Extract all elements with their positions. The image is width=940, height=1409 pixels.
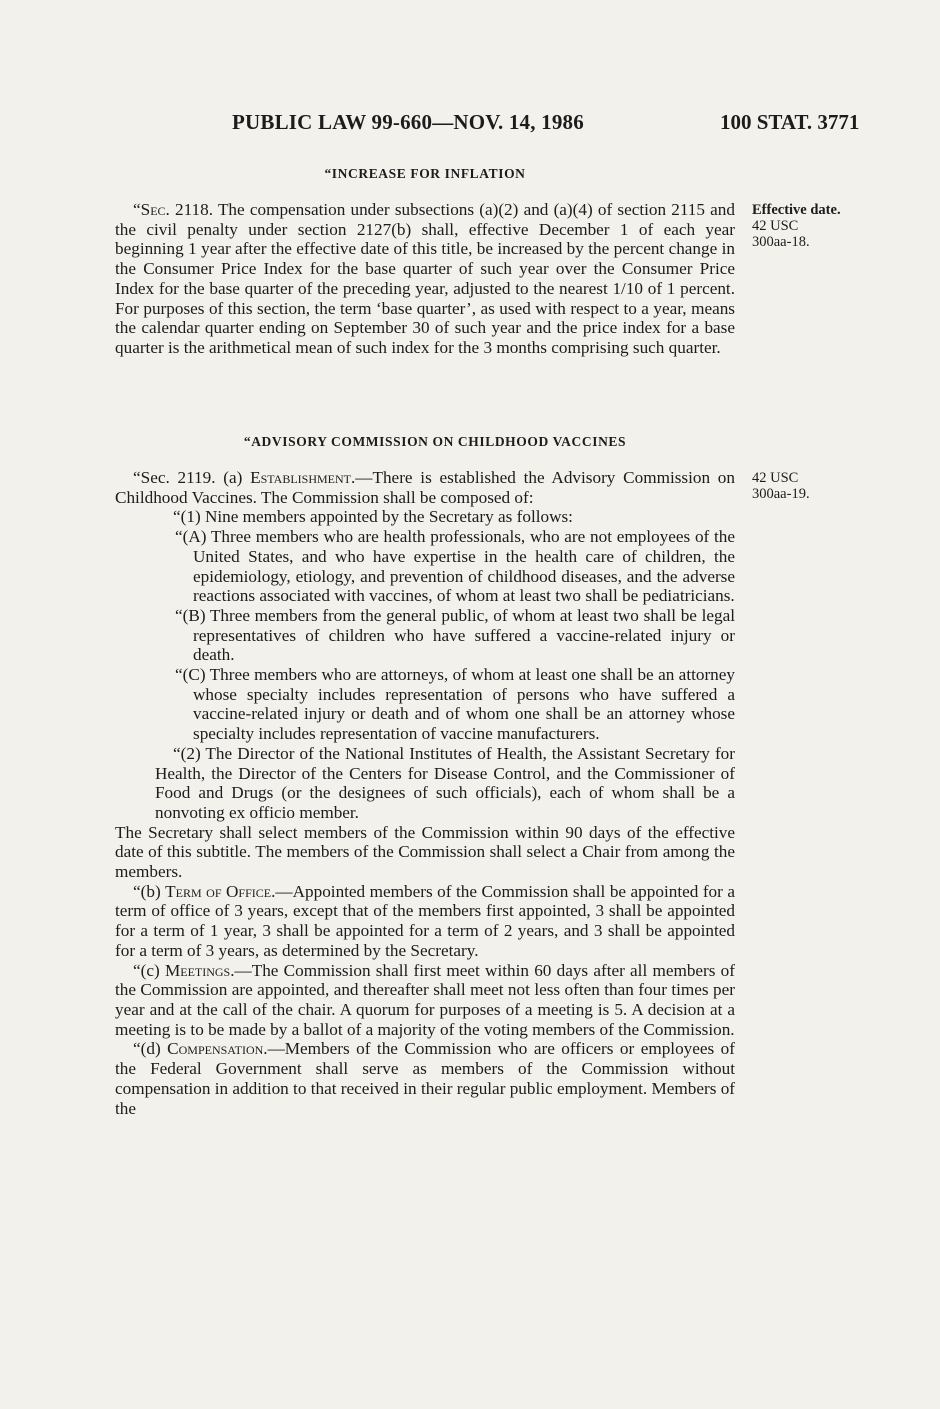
- subsection-a-body: —There is established the Advisory Commission on Childhood Vaccines. The Commission shall be composed of:: [115, 468, 735, 507]
- subparagraph-c: “(C) Three members who are attorneys, of whom at least one shall be an attorney whose specialty includes representation of persons who have suffered a vaccine-related injury or death and of whom one shall be an attorney whose specialty includes representation of vaccine manufacturers.: [175, 665, 735, 744]
- margin-note-usc: 42 USC: [752, 218, 799, 234]
- section-2118-heading: “INCREASE FOR INFLATION: [324, 166, 526, 181]
- section-2119-heading: “ADVISORY COMMISSION ON CHILDHOOD VACCINES: [243, 434, 627, 449]
- subsection-c-body: —The Commission shall first meet within 60 days after all members of the Commission are appointed, and thereafter shall meet not less often than four times per year and at the call of the chair. A quorum for purposes of a meeting is 5. A decision at a meeting is to be made by a ballot of a majority of the voting members of the Commission.: [115, 960, 736, 1039]
- subparagraph-a: “(A) Three members who are health professionals, who are not employees of the United States, and who have expertise in the health care of children, the epidemiology, etiology, and prevention of childhood diseases, and the adverse reactions associated with vaccines, of whom at least two shall be pediatricians.: [175, 527, 735, 606]
- subsection-d-title: Compensation.: [167, 1039, 268, 1059]
- subsection-b-label: “(b): [133, 881, 161, 901]
- section-2118-body: The compensation under subsections (a)(2) and (a)(4) of section 2115 and the civil penalty under section 2127(b) shall, effective December 1 of each year beginning 1 year after the effective date of this title, be increased by the percent change in the Consumer Price Index for the base quarter of such year over the Consumer Price Index for the base quarter of the preceding year, adjusted to the nearest 1/10 of 1 percent. For purposes of this section, the term ‘base quarter’, as used with respect to a year, means the calendar quarter ending on September 30 of such year and the price index for a base quarter is the arithmetical mean of such index for the 3 months comprising such quarter.: [115, 200, 735, 357]
- selection-paragraph: The Secretary shall select members of the Commission within 90 days of the effective date of this subtitle. The members of the Commission shall select a Chair from among the members.: [115, 822, 735, 882]
- subsection-b: [115, 882, 735, 961]
- margin-note-section-2119: 300aa-19.: [752, 486, 810, 502]
- running-header-title: PUBLIC LAW 99-660—NOV. 14, 1986: [232, 110, 584, 134]
- subsection-a-title: Establishment.: [250, 468, 356, 487]
- margin-note-2118: [752, 202, 841, 250]
- running-header-page: 100 STAT. 3771: [720, 110, 860, 134]
- section-2118-paragraph: [115, 200, 735, 358]
- section-2118-label: “Sec. 2118.: [133, 200, 214, 219]
- subsection-d-label: “(d): [133, 1039, 161, 1059]
- subparagraph-b: “(B) Three members from the general public, of whom at least two shall be legal representatives of children who have suffered a vaccine-related injury or death.: [175, 605, 735, 665]
- section-2119-text: [115, 468, 735, 1118]
- section-2119-label: “Sec. 2119. (a): [133, 468, 243, 487]
- margin-note-section: 300aa-18.: [752, 234, 810, 250]
- paragraph-2: “(2) The Director of the National Institutes of Health, the Assistant Secretary for Health, the Director of the Centers for Disease Control, and the Commissioner of Food and Drugs (or the designees of such officials), each of whom shall be a nonvoting ex officio member.: [155, 743, 735, 822]
- subsection-d-body: —Members of the Commission who are officers or employees of the Federal Government shall serve as members of the Commission without compensation in addition to that received in their regular public employment. Members of the: [115, 1039, 736, 1118]
- paragraph-1: “(1) Nine members appointed by the Secretary as follows:: [173, 507, 573, 527]
- subsection-c: [115, 961, 735, 1040]
- section-2118-text: [115, 200, 735, 358]
- subsection-d: [115, 1039, 735, 1118]
- subsection-a: [115, 468, 735, 507]
- subsection-b-title: Term of Office.: [165, 881, 276, 901]
- subsection-b-body: —Appointed members of the Commission shall be appointed for a term of office of 3 years, except that of the members first appointed, 3 shall be appointed for a term of 1 year, 3 shall be appointed for a term of 2 years, and 3 shall be appointed for a term of 3 years, as determined by the Secretary.: [115, 881, 735, 960]
- subsection-c-label: “(c): [133, 960, 160, 980]
- margin-note-2119: [752, 470, 810, 502]
- margin-note-usc-2119: 42 USC: [752, 470, 799, 486]
- margin-note-effective-date: Effective date.: [752, 202, 841, 218]
- subsection-c-title: Meetings.: [164, 960, 235, 980]
